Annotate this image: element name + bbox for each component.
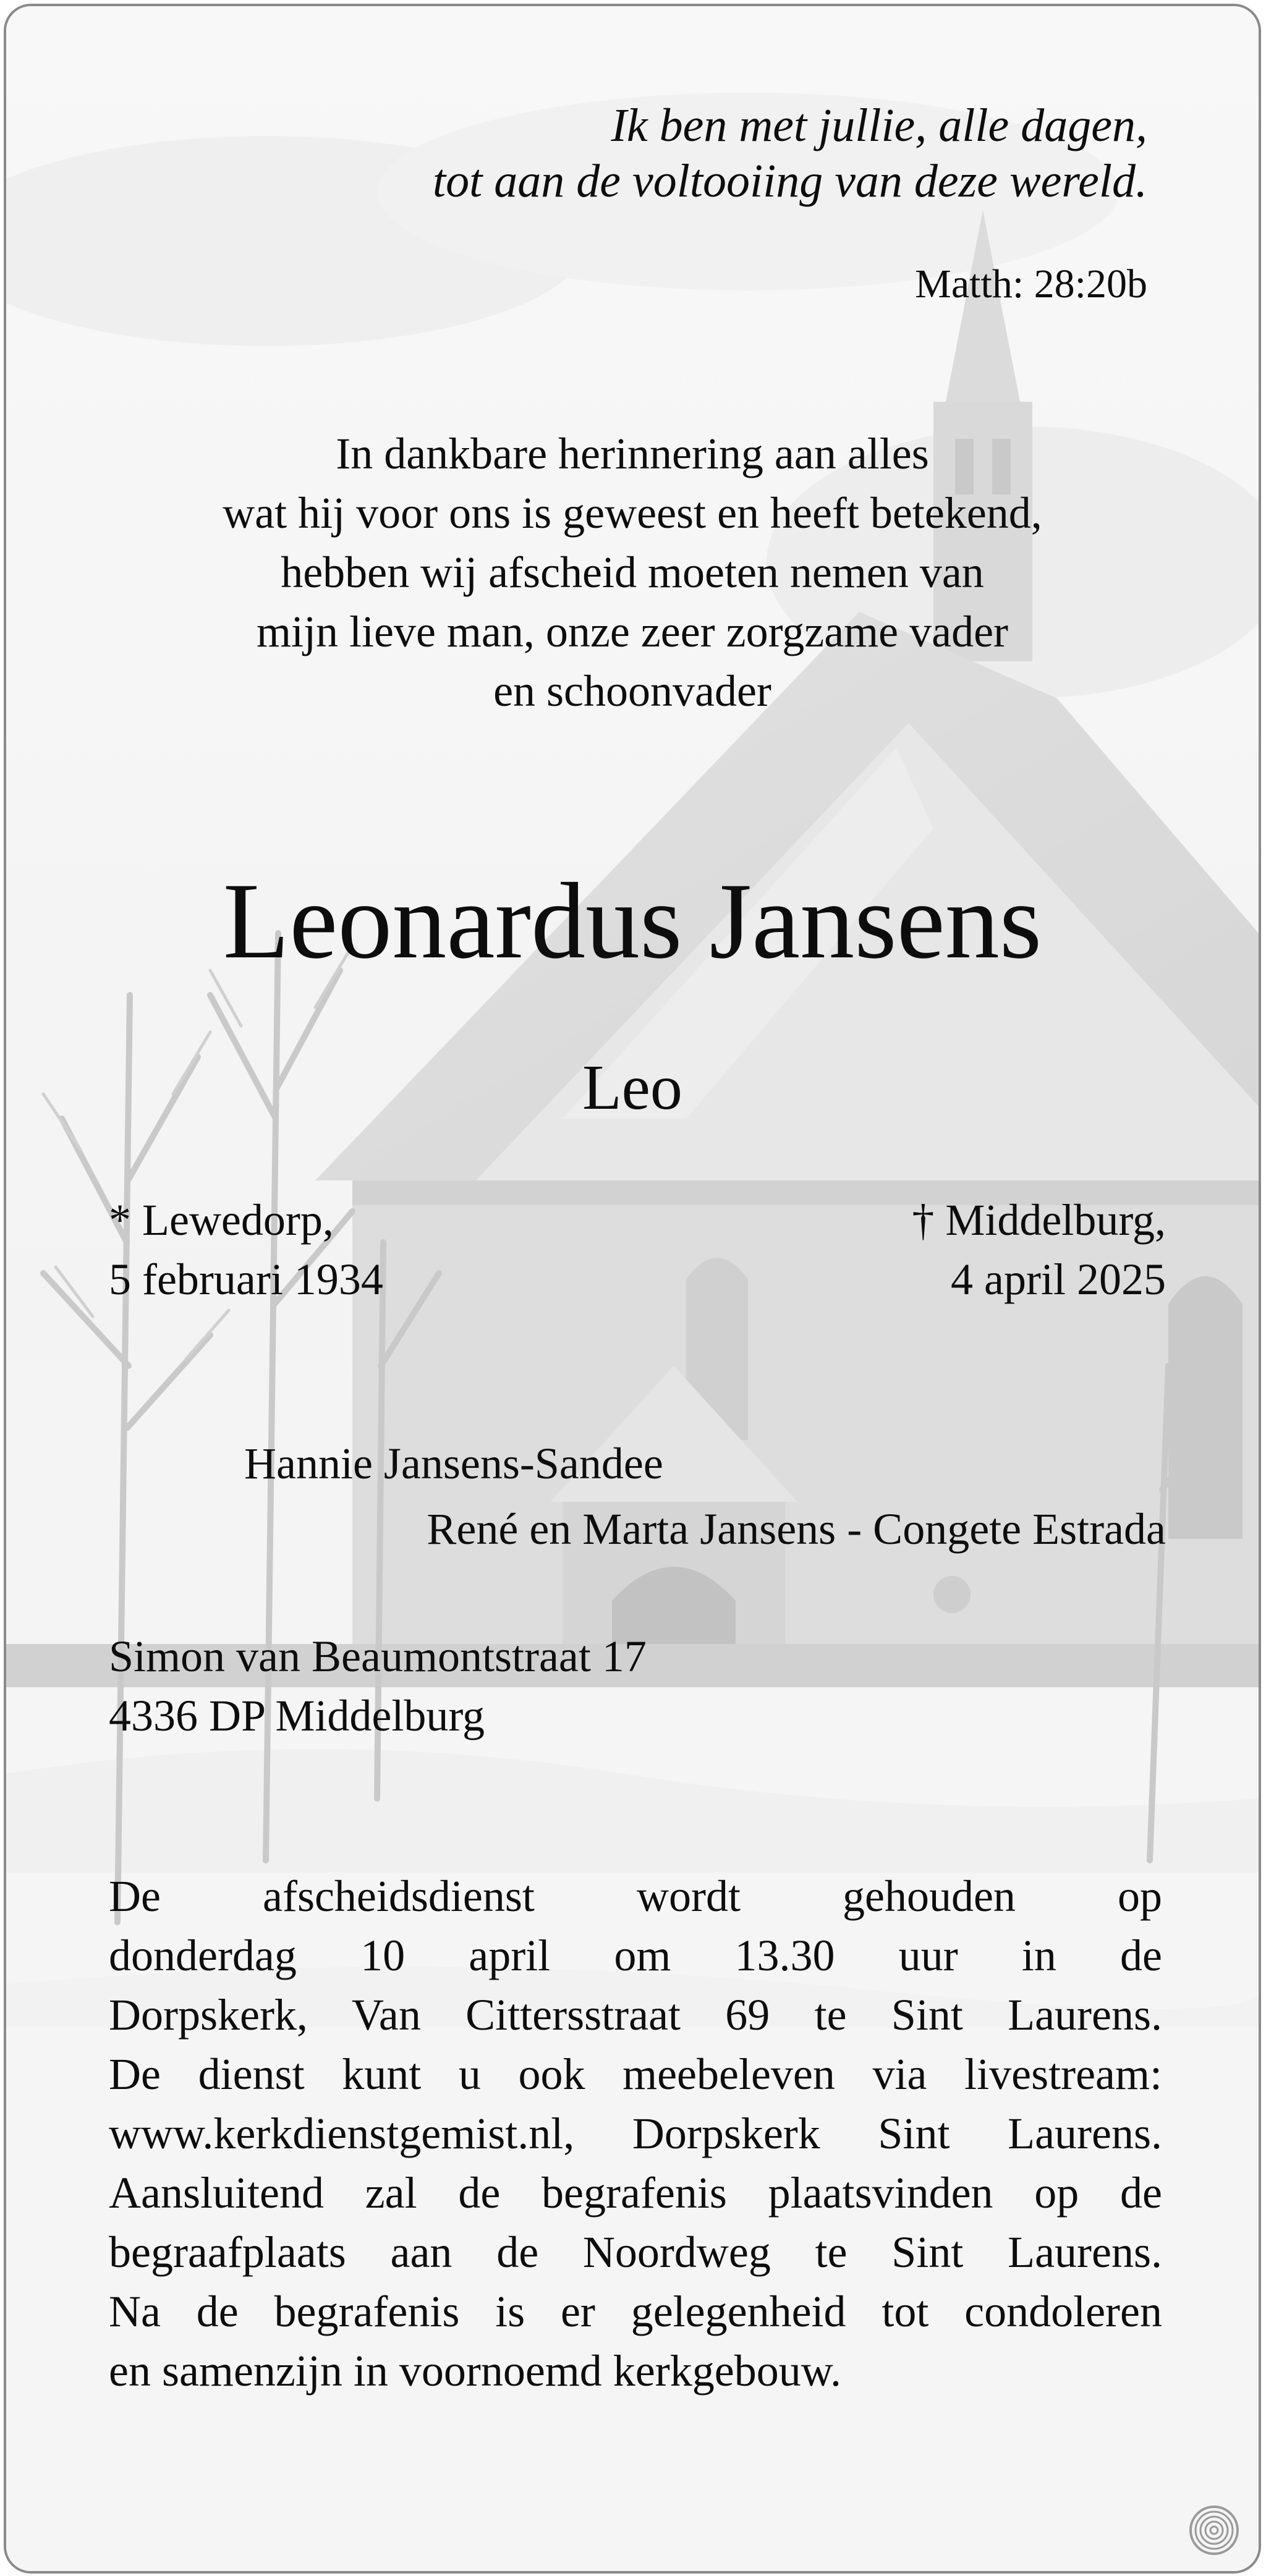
address-city: 4336 DP Middelburg xyxy=(109,1691,485,1740)
deceased-nickname: Leo xyxy=(582,1052,682,1123)
intro-line-1: In dankbare herinnering aan alles xyxy=(336,429,929,478)
verse-line-2: tot aan de voltooiing van deze wereld. xyxy=(433,155,1147,207)
death-place: † Middelburg, xyxy=(912,1195,1166,1245)
service-line-8: Na de begrafenis is er gelegenheid tot condoleren xyxy=(109,2287,1162,2336)
service-line-7: begraafplaats aan de Noordweg te Sint Laurens. xyxy=(109,2227,1162,2277)
family-line-1: Hannie Jansens-Sandee xyxy=(244,1439,663,1488)
obituary-card xyxy=(4,4,1261,2574)
service-line-5: www.kerkdienstgemist.nl, Dorpskerk Sint Laurens. xyxy=(109,2109,1162,2158)
service-line-3: Dorpskerk, Van Cittersstraat 69 te Sint Laurens. xyxy=(109,1990,1162,2040)
verse-line-1: Ik ben met jullie, alle dagen, xyxy=(611,100,1147,151)
address-street: Simon van Beaumontstraat 17 xyxy=(109,1632,647,1681)
service-line-9: en samenzijn in voornoemd kerkgebouw. xyxy=(109,2346,842,2396)
service-line-1: De afscheidsdienst wordt gehouden op xyxy=(109,1871,1162,1921)
birth-date: 5 februari 1934 xyxy=(109,1255,383,1304)
circular-seal-icon xyxy=(1188,2504,1240,2556)
intro-line-5: en schoonvader xyxy=(493,666,771,716)
verse-reference: Matth: 28:20b xyxy=(915,261,1147,307)
intro-line-3: hebben wij afscheid moeten nemen van xyxy=(281,548,984,597)
service-line-6: Aansluitend zal de begrafenis plaatsvinden op de xyxy=(109,2168,1162,2218)
intro-line-2: wat hij voor ons is geweest en heeft betekend, xyxy=(223,488,1042,538)
service-line-4: De dienst kunt u ook meebeleven via livestream: xyxy=(109,2049,1162,2099)
obituary-content xyxy=(6,6,1259,2571)
family-line-2: René en Marta Jansens - Congete Estrada xyxy=(427,1504,1166,1554)
birth-place: * Lewedorp, xyxy=(109,1195,334,1245)
intro-line-4: mijn lieve man, onze zeer zorgzame vader xyxy=(256,607,1009,656)
deceased-full-name: Leonardus Jansens xyxy=(223,861,1042,981)
death-date: 4 april 2025 xyxy=(951,1255,1166,1304)
service-line-2: donderdag 10 april om 13.30 uur in de xyxy=(109,1931,1162,1980)
